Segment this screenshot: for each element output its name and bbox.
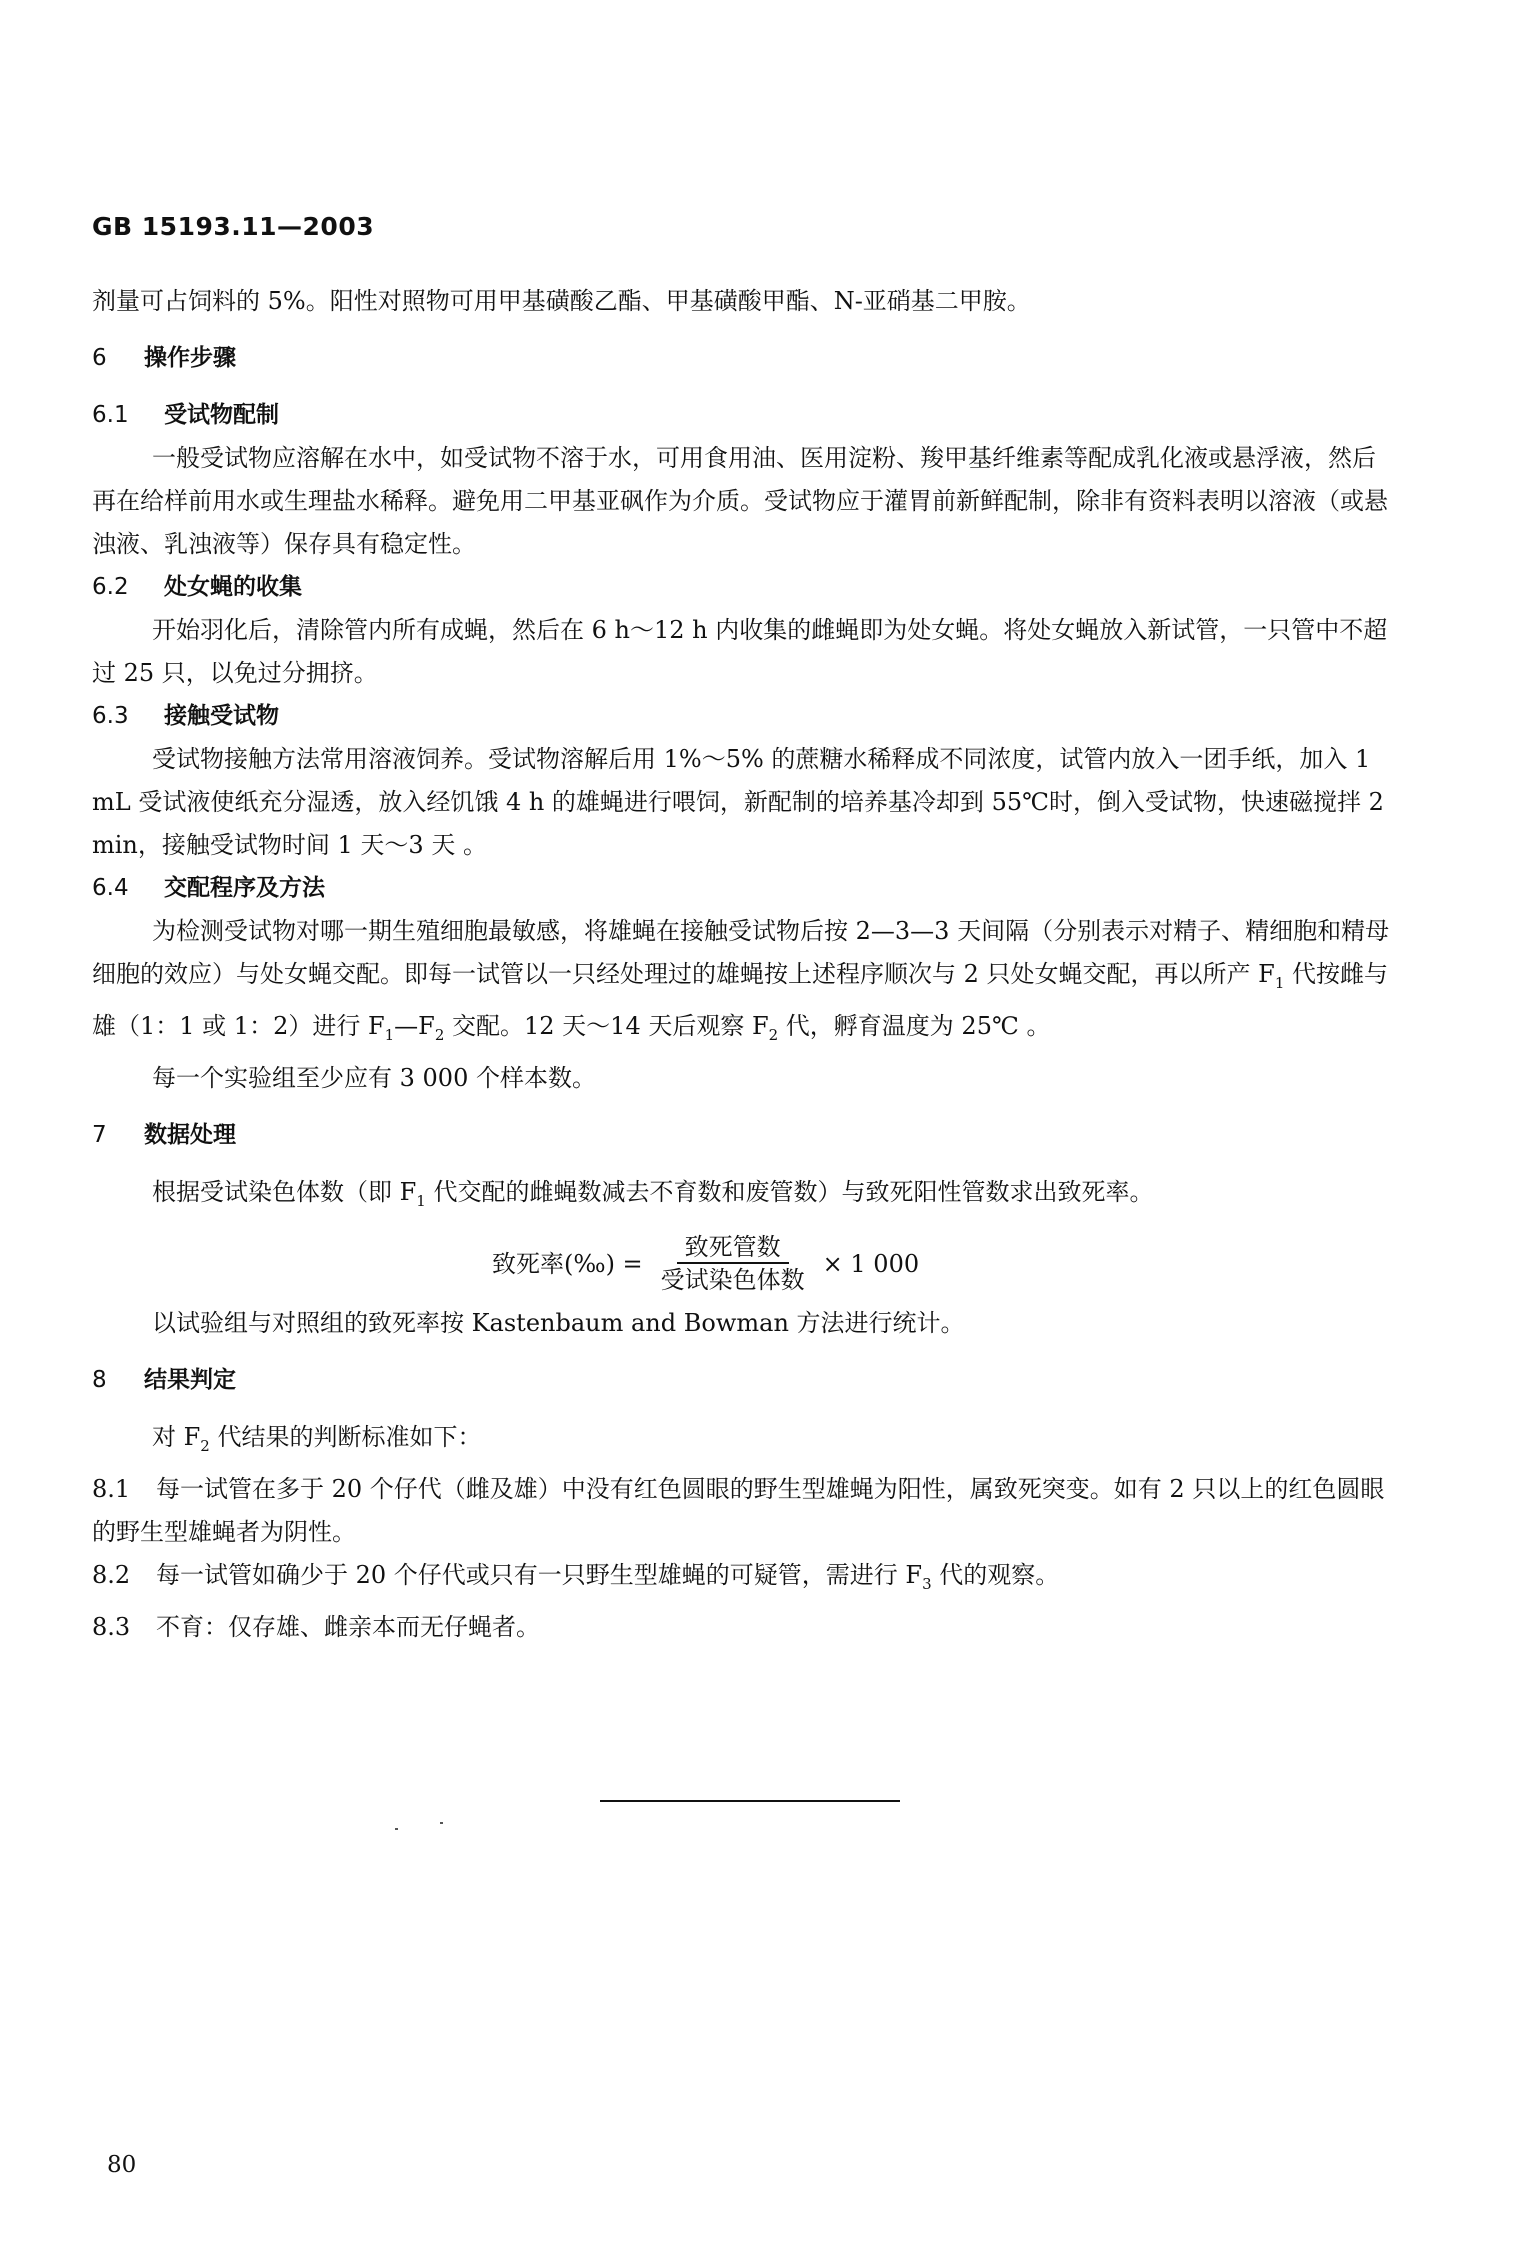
section-title: 结果判定 (144, 1367, 236, 1394)
section-7-heading (92, 1114, 1392, 1157)
section-number: 7 (92, 1121, 107, 1148)
standard-code: GB 15193.11—2003 (92, 212, 375, 241)
subsection-title: 处女蝇的收集 (164, 574, 302, 600)
subsection-number: 6.3 (92, 703, 129, 729)
section-number: 8 (92, 1367, 107, 1394)
section-6-2-paragraph: 开始羽化后，清除管内所有成蝇，然后在 6 h～12 h 内收集的雌蝇即为处女蝇。将处女蝇放入新试管，一只管中不超过 25 只，以免过分拥挤。 (92, 616, 1388, 687)
subsection-number: 6.1 (92, 402, 129, 428)
formula-factor: × 1 000 (822, 1249, 920, 1278)
scan-speck (440, 1822, 443, 1824)
subsection-number: 6.4 (92, 875, 129, 901)
page-number: 80 (107, 2152, 137, 2178)
criterion-8-3 (92, 1606, 1392, 1649)
section-title: 数据处理 (144, 1121, 236, 1148)
section-8-intro: 对 $F_2$ 代结果的判断标准如下： (152, 1423, 482, 1456)
formula-numerator: 致死管数 (677, 1232, 789, 1264)
criterion-text: 不育：仅存雄、雌亲本而无仔蝇者。 (156, 1612, 540, 1641)
subsection-title: 受试物配制 (164, 402, 279, 428)
criterion-8-1 (92, 1468, 1392, 1554)
criterion-text: 每一试管在多于 20 个仔代（雌及雄）中没有红色圆眼的野生型雄蝇为阳性，属致死突变。如有 2 只以上的红色圆眼的野生型雄蝇者为阴性。 (92, 1475, 1385, 1547)
section-6-1-heading (92, 394, 1392, 437)
formula-lhs: 致死率(‰) = (492, 1249, 643, 1278)
section-number: 6 (92, 345, 107, 371)
formula-fraction (653, 1232, 813, 1296)
criterion-number: 8.1 (92, 1475, 131, 1504)
criterion-8-2: 8.2 每一试管如确少于 20 个仔代或只有一只野生型雄蝇的可疑管，需进行 $F_3$ 代的观察。 (92, 1554, 1392, 1606)
section-8-heading (92, 1359, 1392, 1402)
section-6-heading (92, 337, 1392, 380)
scan-speck (395, 1828, 398, 1830)
intro-paragraph: 剂量可占饲料的 5%。阳性对照物可用甲基磺酸乙酯、甲基磺酸甲酯、N-亚硝基二甲胺。 (92, 287, 1031, 315)
criterion-number: 8.3 (92, 1612, 131, 1641)
section-6-2-heading (92, 566, 1392, 609)
page-body (92, 280, 1392, 1649)
section-7-paragraph: 根据受试染色体数（即 $F_1$ 代交配的雌蝇数减去不育数和废管数）与致死阳性管数求出致死率。 (152, 1177, 1154, 1210)
criterion-number: 8.2 (92, 1561, 131, 1590)
subsection-title: 交配程序及方法 (164, 875, 325, 901)
section-6-4-heading (92, 867, 1392, 910)
section-title: 操作步骤 (144, 345, 236, 371)
sample-size-paragraph: 每一个实验组至少应有 3 000 个样本数。 (152, 1063, 596, 1092)
subsection-title: 接触受试物 (164, 703, 279, 729)
section-6-1-paragraph: 一般受试物应溶解在水中，如受试物不溶于水，可用食用油、医用淀粉、羧甲基纤维素等配成乳化液或悬浮液，然后再在给样前用水或生理盐水稀释。避免用二甲基亚砜作为介质。受试物应于灌胃前新鲜配制，除非有资料表明以溶液（或悬浊液、乳浊液等）保存具有稳定性。 (92, 444, 1388, 558)
section-6-3-heading (92, 695, 1392, 738)
section-6-4-paragraph: 为检测受试物对哪一期生殖细胞最敏感，将雄蝇在接触受试物后按 2—3—3 天间隔（分别表示对精子、精细胞和精母细胞的效应）与处女蝇交配。即每一试管以一只经处理过的雄蝇按上述程序顺次与 2 只处女蝇交配，再以所产 $F_1$ 代按雌与雄（1：1 或 1：2）进行 $F_1—F_2$ 交配。12 天～14 天后观察 $F_2$ 代，孵育温度为 25℃ 。 (92, 917, 1390, 1044)
statistics-paragraph: 以试验组与对照组的致死率按 Kastenbaum and Bowman 方法进行统计。 (152, 1309, 965, 1338)
end-divider (600, 1800, 900, 1802)
subsection-number: 6.2 (92, 574, 129, 600)
section-6-3-paragraph: 受试物接触方法常用溶液饲养。受试物溶解后用 1%～5% 的蔗糖水稀释成不同浓度，试管内放入一团手纸，加入 1 mL 受试液使纸充分湿透，放入经饥饿 4 h 的雄蝇进行喂饲，新配制的培养基冷却到 55℃时，倒入受试物，快速磁搅拌 2 min，接触受试物时间 1 天～3 天 。 (92, 745, 1384, 859)
formula-denominator: 受试染色体数 (660, 1266, 805, 1295)
lethality-formula (492, 1232, 1392, 1296)
